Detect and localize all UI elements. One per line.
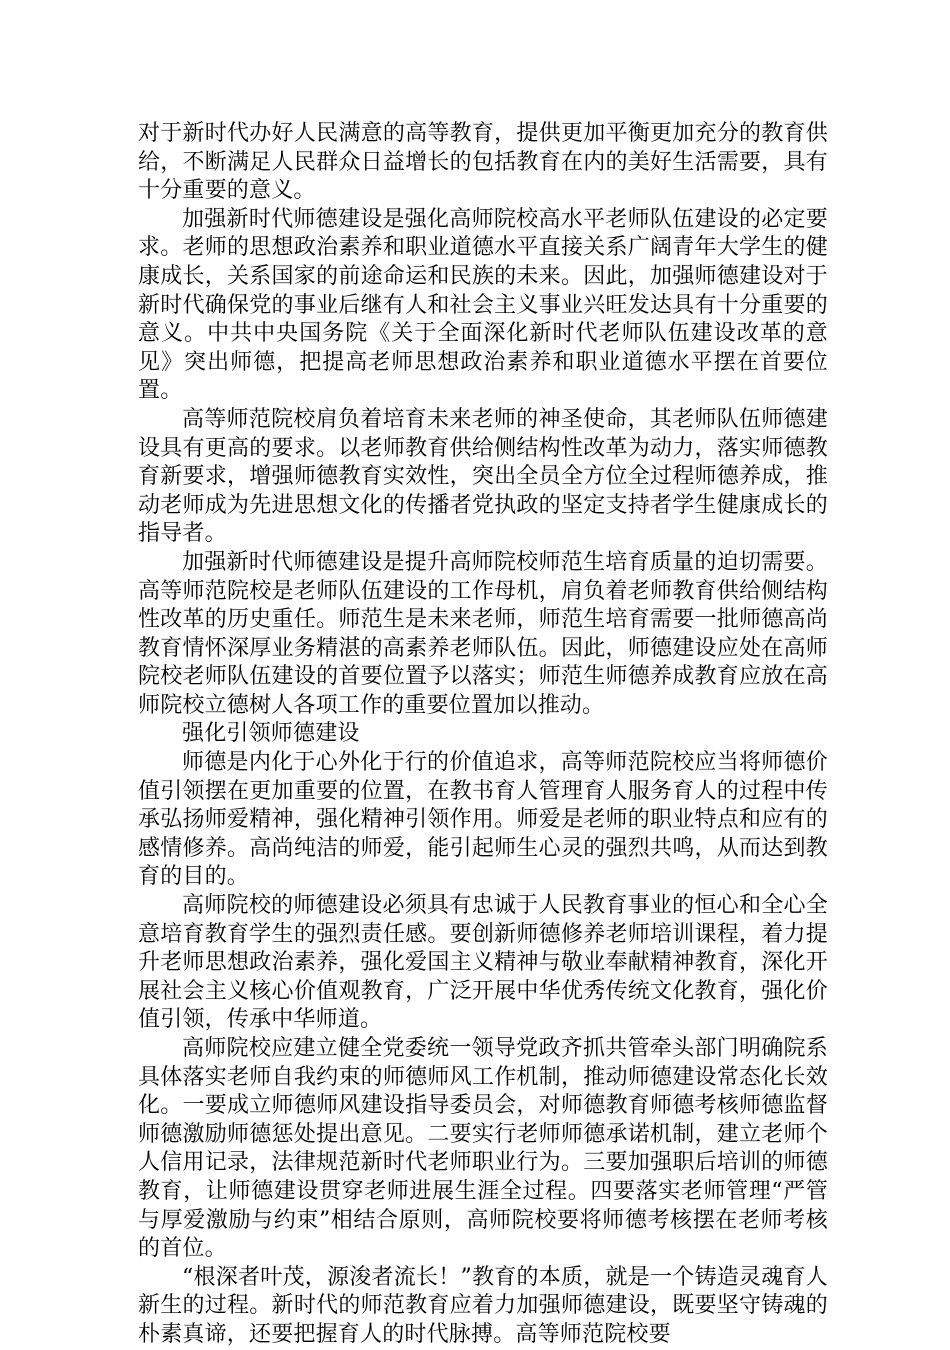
paragraph-2: 加强新时代师德建设是强化高师院校高水平老师队伍建设的必定要求。老师的思想政治素养和职业道德水平直接关系广阔青年大学生的健康成长，关系国家的前途命运和民族的未来。因此，加强师德建设对于新时代确保党的事业后继有人和社会主义事业兴旺发达具有十分重要的意义。中共中央国务院《关于全面深化新时代老师队伍建设改革的意见》突出师德，把提高老师思想政治素养和职业道德水平摆在首要位置。 [138, 206, 828, 404]
paragraph-7: 高师院校应建立健全党委统一领导党政齐抓共管牵头部门明确院系具体落实老师自我约束的师德师风工作机制，推动师德建设常态化长效化。一要成立师德师风建设指导委员会，对师德教育师德考核师德监督师德激励师德惩处提出意见。二要实行老师师德承诺机制，建立老师个人信用记录，法律规范新时代老师职业行为。三要加强职后培训的师德教育，让师德建设贯穿老师进展生涯全过程。四要落实老师管理“严管与厚爱激励与约束”相结合原则，高师院校要将师德考核摆在老师考核的首位。 [138, 1036, 828, 1262]
paragraph-4: 加强新时代师德建设是提升高师院校师范生培育质量的迫切需要。高等师范院校是老师队伍建设的工作母机，肩负着老师教育供给侧结构性改革的历史重任。师范生是未来老师，师范生培育需要一批师德高尚教育情怀深厚业务精湛的高素养老师队伍。因此，师德建设应处在高师院校老师队伍建设的首要位置予以落实；师范生师德养成教育应放在高师院校立德树人各项工作的重要位置加以推动。 [138, 549, 828, 718]
paragraph-1: 对于新时代办好人民满意的高等教育，提供更加平衡更加充分的教育供给，不断满足人民群众日益增长的包括教育在内的美好生活需要，具有十分重要的意义。 [138, 121, 828, 204]
document-page [138, 120, 828, 1350]
paragraph-5: 师德是内化于心外化于行的价值追求，高等师范院校应当将师德价值引领摆在更加重要的位置，在教书育人管理育人服务育人的过程中传承弘扬师爱精神，强化精神引领作用。师爱是老师的职业特点和应有的感情修养。高尚纯洁的师爱，能引起师生心灵的强烈共鸣，从而达到教育的目的。 [138, 750, 828, 890]
paragraph-3: 高等师范院校肩负着培育未来老师的神圣使命，其老师队伍师德建设具有更高的要求。以老师教育供给侧结构性改革为动力，落实师德教育新要求，增强师德教育实效性，突出全员全方位全过程师德养成，推动老师成为先进思想文化的传播者党执政的坚定支持者学生健康成长的指导者。 [138, 406, 828, 547]
paragraph-6: 高师院校的师德建设必须具有忠诚于人民教育事业的恒心和全心全意培育教育学生的强烈责任感。要创新师德修养老师培训课程，着力提升老师思想政治素养，强化爱国主义精神与敬业奉献精神教育，深化开展社会主义核心价值观教育，广泛开展中华优秀传统文化教育，强化价值引领，传承中华师道。 [138, 893, 828, 1033]
section-heading: 强化引领师德建设 [182, 721, 360, 747]
paragraph-8: “根深者叶茂，源浚者流长！”教育的本质，就是一个铸造灵魂育人新生的过程。新时代的师范教育应着力加强师德建设，既要坚守铸魂的朴素真谛，还要把握育人的时代脉搏。高等师范院校要 [138, 1264, 828, 1347]
